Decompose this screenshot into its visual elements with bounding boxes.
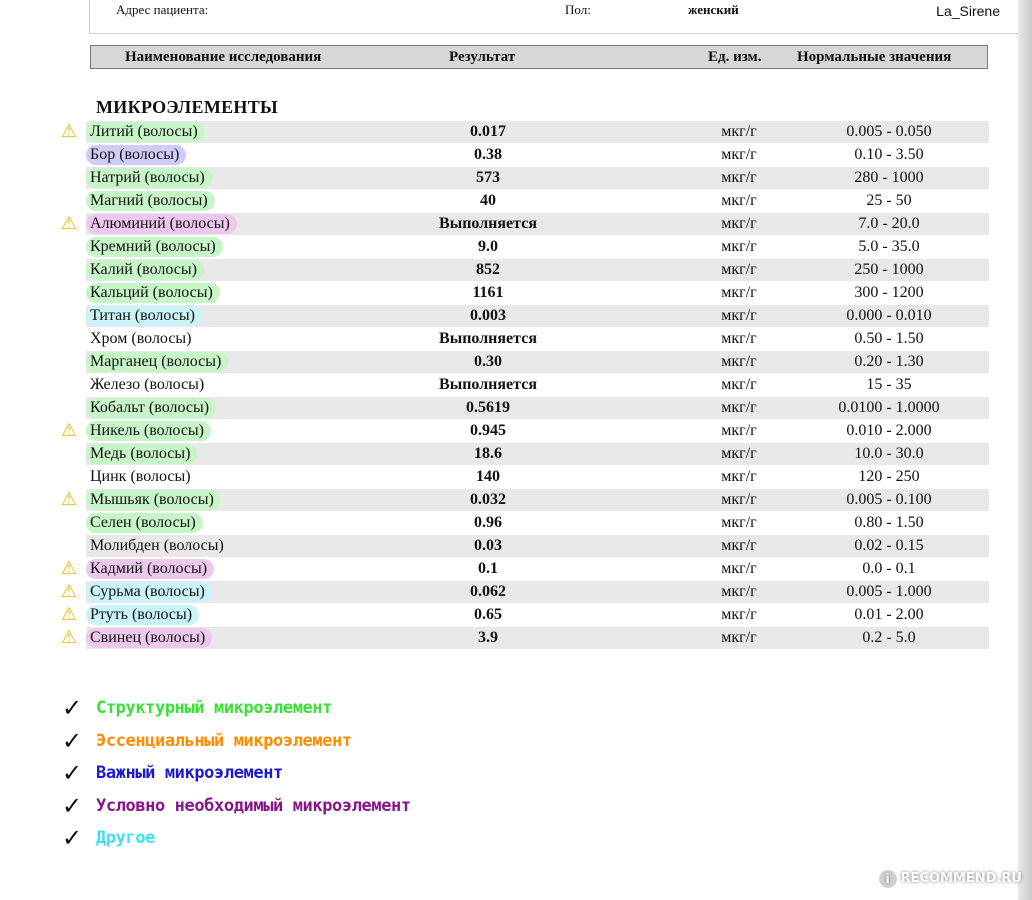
- table-row: [0, 581, 1032, 604]
- row-name: Цинк (волосы): [90, 468, 191, 485]
- section-title: МИКРОЭЛЕМЕНТЫ: [96, 97, 279, 117]
- row-result: 0.003: [470, 307, 506, 324]
- table-row: [0, 190, 1032, 213]
- table-row: [0, 213, 1032, 236]
- row-unit: мкг/г: [721, 537, 757, 554]
- checkmark-icon: ✓: [62, 726, 83, 755]
- table-row: [0, 282, 1032, 305]
- warning-triangle-icon: ⚠: [60, 213, 78, 234]
- table-row: [0, 236, 1032, 259]
- row-norm: 0.000 - 0.010: [846, 307, 932, 324]
- row-unit: мкг/г: [721, 629, 757, 646]
- row-norm: 120 - 250: [858, 468, 920, 485]
- row-unit: мкг/г: [721, 284, 757, 301]
- row-unit: мкг/г: [721, 353, 757, 370]
- row-result: 18.6: [474, 445, 502, 462]
- row-name: Сурьма (волосы): [86, 582, 212, 602]
- sex-label: Пол:: [565, 2, 591, 17]
- row-result: 0.032: [470, 491, 506, 508]
- row-result: 0.945: [470, 422, 506, 439]
- table-row: [0, 489, 1032, 512]
- row-result: 573: [476, 169, 500, 186]
- row-unit: мкг/г: [721, 146, 757, 163]
- row-name: Магний (волосы): [86, 191, 215, 211]
- row-unit: мкг/г: [721, 445, 757, 462]
- table-row: [0, 259, 1032, 282]
- page-frame: [89, 0, 1019, 34]
- row-norm: 0.005 - 0.100: [846, 491, 932, 508]
- row-unit: мкг/г: [721, 583, 757, 600]
- row-norm: 0.2 - 5.0: [862, 629, 916, 646]
- row-norm: 0.01 - 2.00: [854, 606, 924, 623]
- row-name: Алюминий (волосы): [86, 214, 237, 234]
- row-unit: мкг/г: [721, 606, 757, 623]
- row-norm: 0.005 - 1.000: [846, 583, 932, 600]
- row-norm: 0.02 - 0.15: [854, 537, 924, 554]
- table-row: [0, 328, 1032, 351]
- row-unit: мкг/г: [721, 376, 757, 393]
- row-result: 0.1: [478, 560, 498, 577]
- row-result: 140: [476, 468, 500, 485]
- row-result: 0.03: [474, 537, 502, 554]
- row-unit: мкг/г: [721, 238, 757, 255]
- brand-text: RECOMMEND.RU: [900, 871, 1022, 886]
- row-result: 0.017: [470, 123, 506, 140]
- warning-triangle-icon: ⚠: [60, 604, 78, 625]
- table-row: [0, 535, 1032, 558]
- row-name: Ртуть (волосы): [86, 605, 199, 625]
- user-watermark: La_Sirene: [936, 3, 1000, 19]
- table-row: [0, 374, 1032, 397]
- warning-triangle-icon: ⚠: [60, 420, 78, 441]
- row-result: 40: [480, 192, 496, 209]
- row-unit: мкг/г: [721, 261, 757, 278]
- table-row: [0, 121, 1032, 144]
- row-unit: мкг/г: [721, 399, 757, 416]
- row-unit: мкг/г: [721, 330, 757, 347]
- warning-triangle-icon: ⚠: [60, 489, 78, 510]
- row-name: Селен (волосы): [86, 513, 203, 533]
- row-name: Никель (волосы): [86, 421, 211, 441]
- table-row: [0, 167, 1032, 190]
- row-norm: 250 - 1000: [854, 261, 924, 278]
- legend-label: Условно необходимый микроэлемент: [96, 795, 411, 816]
- row-name: Железо (волосы): [90, 376, 205, 393]
- warning-triangle-icon: ⚠: [60, 581, 78, 602]
- row-name: Кремний (волосы): [86, 237, 223, 257]
- row-name: Свинец (волосы): [86, 628, 212, 648]
- row-name: Натрий (волосы): [86, 168, 212, 188]
- row-name: Медь (волосы): [86, 444, 197, 464]
- table-row: [0, 144, 1032, 167]
- col-norm-header: Нормальные значения: [797, 49, 952, 65]
- row-result: Выполняется: [439, 215, 537, 232]
- row-unit: мкг/г: [721, 491, 757, 508]
- row-result: 852: [476, 261, 500, 278]
- patient-address-label: Адрес пациента:: [116, 2, 209, 17]
- row-name: Титан (волосы): [86, 306, 202, 326]
- col-name-header: Наименование исследования: [125, 49, 322, 65]
- row-result: 0.062: [470, 583, 506, 600]
- warning-triangle-icon: ⚠: [60, 558, 78, 579]
- row-name: Кадмий (волосы): [86, 559, 214, 579]
- row-result: 0.5619: [466, 399, 510, 416]
- row-norm: 15 - 35: [866, 376, 912, 393]
- table-row: [0, 604, 1032, 627]
- table-row: [0, 558, 1032, 581]
- checkmark-icon: ✓: [62, 759, 83, 787]
- legend-label: Эссенциальный микроэлемент: [96, 730, 352, 751]
- row-unit: мкг/г: [721, 307, 757, 324]
- row-unit: мкг/г: [721, 192, 757, 209]
- row-norm: 0.80 - 1.50: [854, 514, 924, 531]
- warning-triangle-icon: ⚠: [60, 627, 78, 648]
- sex-value: женский: [688, 2, 739, 17]
- row-name: Молибден (волосы): [90, 537, 224, 554]
- table-row: [0, 627, 1032, 650]
- row-unit: мкг/г: [721, 422, 757, 439]
- col-unit-header: Ед. изм.: [708, 49, 762, 65]
- row-unit: мкг/г: [721, 468, 757, 485]
- row-result: 9.0: [478, 238, 498, 255]
- row-name: Кобальт (волосы): [86, 398, 216, 418]
- row-name: Мышьяк (волосы): [86, 490, 221, 510]
- table-row: [0, 305, 1032, 328]
- table-row: [0, 420, 1032, 443]
- brand-watermark: [879, 868, 1022, 890]
- row-result: 3.9: [478, 629, 498, 646]
- row-unit: мкг/г: [721, 123, 757, 140]
- row-name: Кальций (волосы): [86, 283, 220, 303]
- table-row: [0, 443, 1032, 466]
- row-norm: 25 - 50: [866, 192, 912, 209]
- checkmark-icon: ✓: [62, 694, 83, 722]
- row-result: 0.38: [474, 146, 502, 163]
- row-name: Калий (волосы): [86, 260, 204, 280]
- warning-triangle-icon: ⚠: [60, 121, 78, 142]
- row-name: Литий (волосы): [86, 122, 205, 142]
- row-norm: 0.20 - 1.30: [854, 353, 924, 370]
- row-unit: мкг/г: [721, 215, 757, 232]
- row-norm: 0.010 - 2.000: [846, 422, 932, 439]
- row-unit: мкг/г: [721, 560, 757, 577]
- table-row: [0, 351, 1032, 374]
- row-norm: 0.005 - 0.050: [846, 123, 932, 140]
- row-norm: 0.10 - 3.50: [854, 146, 924, 163]
- row-result: 0.65: [474, 606, 502, 623]
- brand-logo-icon: i: [879, 870, 897, 888]
- row-norm: 0.50 - 1.50: [854, 330, 924, 347]
- col-result-header: Результат: [449, 49, 516, 65]
- row-result: 0.96: [474, 514, 502, 531]
- row-result: 1161: [472, 284, 504, 301]
- row-name: Бор (волосы): [86, 145, 186, 165]
- row-norm: 5.0 - 35.0: [858, 238, 920, 255]
- row-name: Хром (волосы): [90, 330, 192, 347]
- row-unit: мкг/г: [721, 514, 757, 531]
- legend-label: Другое: [96, 828, 156, 848]
- row-norm: 10.0 - 30.0: [854, 445, 924, 462]
- row-norm: 0.0100 - 1.0000: [838, 399, 940, 416]
- row-result: Выполняется: [439, 376, 537, 393]
- row-norm: 7.0 - 20.0: [858, 215, 920, 232]
- row-unit: мкг/г: [721, 169, 757, 186]
- row-norm: 0.0 - 0.1: [862, 560, 916, 577]
- table-row: [0, 512, 1032, 535]
- legend-label: Важный микроэлемент: [96, 763, 283, 783]
- row-norm: 280 - 1000: [854, 169, 924, 186]
- results-table: [0, 121, 1032, 650]
- row-norm: 300 - 1200: [854, 284, 924, 301]
- table-column-header: [90, 45, 988, 69]
- checkmark-icon: ✓: [62, 791, 83, 820]
- table-row: [0, 397, 1032, 420]
- row-name: Марганец (волосы): [86, 352, 228, 372]
- row-result: Выполняется: [439, 330, 537, 347]
- checkmark-icon: ✓: [62, 824, 83, 852]
- row-result: 0.30: [474, 353, 502, 370]
- table-row: [0, 466, 1032, 489]
- legend-label: Структурный микроэлемент: [96, 698, 333, 718]
